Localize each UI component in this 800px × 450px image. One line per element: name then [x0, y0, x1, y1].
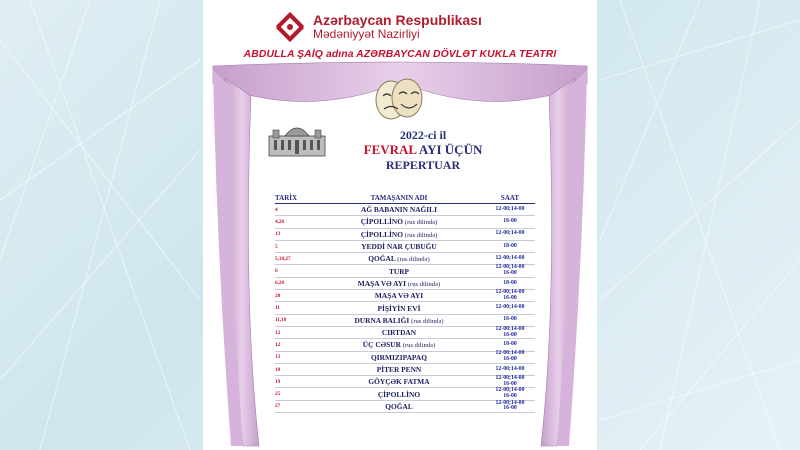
- row-time-primary: 12-00;14-00: [495, 304, 525, 311]
- row-time-secondary: 16-00: [503, 331, 517, 338]
- row-title-main: MAŞA VƏ AYI: [357, 278, 406, 288]
- header-time: SAAT: [500, 193, 520, 202]
- row-title: [313, 254, 485, 263]
- header-date: TARİX: [275, 193, 298, 202]
- row-time: [485, 244, 535, 250]
- row-title-main: MAŞA VƏ AYI: [374, 291, 424, 301]
- row-time-secondary: 16-00: [503, 270, 517, 277]
- row-time-secondary: 16-00: [503, 356, 517, 363]
- row-title: [313, 402, 485, 411]
- row-time: [485, 342, 535, 348]
- row-title-main: YEDDİ NAR ÇUBUĞU: [361, 242, 437, 252]
- row-time-primary: 18-00: [503, 341, 517, 348]
- row-title-main: ÇİPOLLİNO: [377, 389, 421, 399]
- row-time: [485, 376, 535, 388]
- row-time: [485, 367, 535, 373]
- table-header: [275, 192, 535, 203]
- row-title: [313, 390, 485, 399]
- row-date: 6,20: [275, 280, 285, 287]
- row-time: [485, 207, 535, 213]
- ministry-name-line2: Mədəniyyət Nazirliyi: [313, 27, 420, 42]
- row-date: 13: [275, 231, 281, 238]
- row-date: 20: [275, 292, 281, 299]
- row-title-main: TURP: [388, 266, 410, 276]
- row-date: 18: [275, 366, 281, 373]
- row-time-primary: 12-00;14-00: [495, 264, 525, 271]
- row-title-main: ÇİPOLLİNO: [360, 217, 404, 227]
- row-title-main: GÖYÇƏK FATMA: [368, 377, 430, 387]
- row-date: 13: [275, 354, 281, 361]
- theatre-masks-icon: [369, 74, 429, 126]
- row-title: [313, 291, 485, 300]
- row-time-primary: 12-00;14-00: [495, 387, 525, 394]
- table-row: [275, 401, 535, 413]
- row-title: [313, 316, 485, 325]
- repertoire-table: [275, 192, 535, 413]
- row-title: [313, 304, 485, 313]
- row-time-primary: 12-00;14-00: [495, 230, 525, 237]
- theatre-building-icon: [265, 120, 329, 158]
- row-title: [313, 217, 485, 226]
- repertoire-poster: [203, 0, 597, 450]
- row-title-main: ÜÇ CƏSUR: [362, 340, 401, 350]
- table-row: [275, 241, 535, 253]
- row-date: 5,18,27: [275, 255, 291, 262]
- header-title: TAMAŞANIN ADI: [370, 193, 428, 202]
- row-time: [485, 281, 535, 287]
- row-date: 4: [275, 206, 278, 213]
- row-title: [313, 279, 485, 288]
- heading-title: REPERTUAR: [385, 157, 461, 172]
- row-time: [485, 265, 535, 277]
- row-title-language: (rus dilində): [397, 256, 430, 264]
- row-time: [485, 231, 535, 237]
- table-body: [275, 204, 535, 413]
- row-time-primary: 12-00;14-00: [495, 205, 525, 212]
- heading-month-name: FEVRAL: [363, 142, 417, 158]
- row-title-language: (rus dilində): [404, 219, 438, 227]
- row-date: 25: [275, 391, 281, 398]
- row-title-main: PİTER PENN: [376, 365, 422, 374]
- table-row: [275, 265, 535, 277]
- row-title: [313, 230, 485, 239]
- row-title: [313, 328, 485, 337]
- row-title-language: (rus dilində): [411, 317, 444, 325]
- table-row: [275, 388, 535, 400]
- row-date: 5: [275, 243, 278, 250]
- row-time-primary: 16-00: [503, 218, 517, 225]
- row-title: [313, 267, 485, 276]
- row-title-language: (rus dilində): [407, 280, 441, 288]
- row-time-secondary: 16-00: [503, 393, 517, 400]
- row-time-primary: 16-00: [503, 316, 517, 323]
- row-time-primary: 12-00;14-00: [495, 350, 525, 357]
- row-title-language: (rus dilində): [404, 231, 438, 239]
- row-title-main: QIRMIZIPAPAQ: [371, 352, 427, 362]
- row-title: [313, 242, 485, 251]
- row-title-main: CIRTDAN: [381, 328, 417, 338]
- row-time-secondary: 16-00: [503, 380, 517, 387]
- row-title: [313, 353, 485, 362]
- table-row: [275, 216, 535, 228]
- row-date: 11: [275, 305, 280, 312]
- row-title-main: PİŞİYİN EVİ: [377, 303, 421, 313]
- row-title-main: QOĞAL: [368, 254, 396, 264]
- row-time-primary: 12-00;14-00: [495, 325, 525, 332]
- row-time-primary: 12-00;14-00: [495, 399, 525, 406]
- row-time: [485, 317, 535, 323]
- row-time: [485, 305, 535, 311]
- row-title-main: QOĞAL: [385, 401, 413, 411]
- repertoire-heading: [333, 128, 513, 172]
- row-title: [313, 365, 485, 374]
- table-row: [275, 290, 535, 302]
- ministry-emblem-icon: [273, 10, 307, 44]
- row-title-main: AĞ BABANIN NAĞILI: [361, 205, 437, 215]
- row-date: 27: [275, 403, 281, 410]
- theatre-name: ABDULLA ŞAİQ adına AZƏRBAYCAN DÖVLƏT KUKLA TEATRI: [243, 49, 557, 60]
- row-time-primary: 12-00;14-00: [495, 375, 525, 382]
- row-time: [485, 351, 535, 363]
- row-title: [313, 377, 485, 386]
- row-title: [313, 340, 485, 349]
- table-row: [275, 204, 535, 216]
- row-date: 4,20: [275, 218, 285, 225]
- row-date: 6: [275, 268, 278, 275]
- row-time-primary: 12-00;14-00: [495, 254, 525, 261]
- heading-year: 2022-ci il: [399, 128, 447, 142]
- row-time: [485, 388, 535, 400]
- row-title: [313, 205, 485, 214]
- row-time-primary: 18-00: [503, 279, 517, 286]
- row-time: [485, 290, 535, 302]
- row-time: [485, 219, 535, 225]
- row-time: [485, 327, 535, 339]
- row-title-language: (rus dilində): [402, 342, 436, 350]
- row-time-primary: 12-00;14-00: [495, 288, 525, 295]
- row-title-main: DURNA BALIĞI: [354, 315, 410, 325]
- ministry-name-line1: Azərbaycan Respublikası: [313, 12, 482, 29]
- row-time-primary: 18-00: [503, 242, 517, 249]
- row-time-secondary: 16-00: [503, 405, 517, 412]
- row-date: 19: [275, 378, 281, 385]
- row-date: 12: [275, 329, 281, 336]
- row-time-primary: 12-00;14-00: [495, 365, 525, 372]
- table-row: [275, 352, 535, 364]
- table-row: [275, 327, 535, 339]
- ministry-logo: [273, 10, 482, 44]
- row-title-main: ÇİPOLLİNO: [360, 229, 404, 239]
- row-time: [485, 401, 535, 413]
- row-time: [485, 256, 535, 262]
- table-row: [275, 302, 535, 314]
- row-time-secondary: 16-00: [503, 294, 517, 301]
- row-date: 12: [275, 341, 281, 348]
- heading-month: [333, 142, 513, 158]
- row-date: 11,18: [275, 317, 287, 324]
- table-row: [275, 229, 535, 241]
- heading-month-rest: AYI ÜÇÜN: [418, 142, 483, 158]
